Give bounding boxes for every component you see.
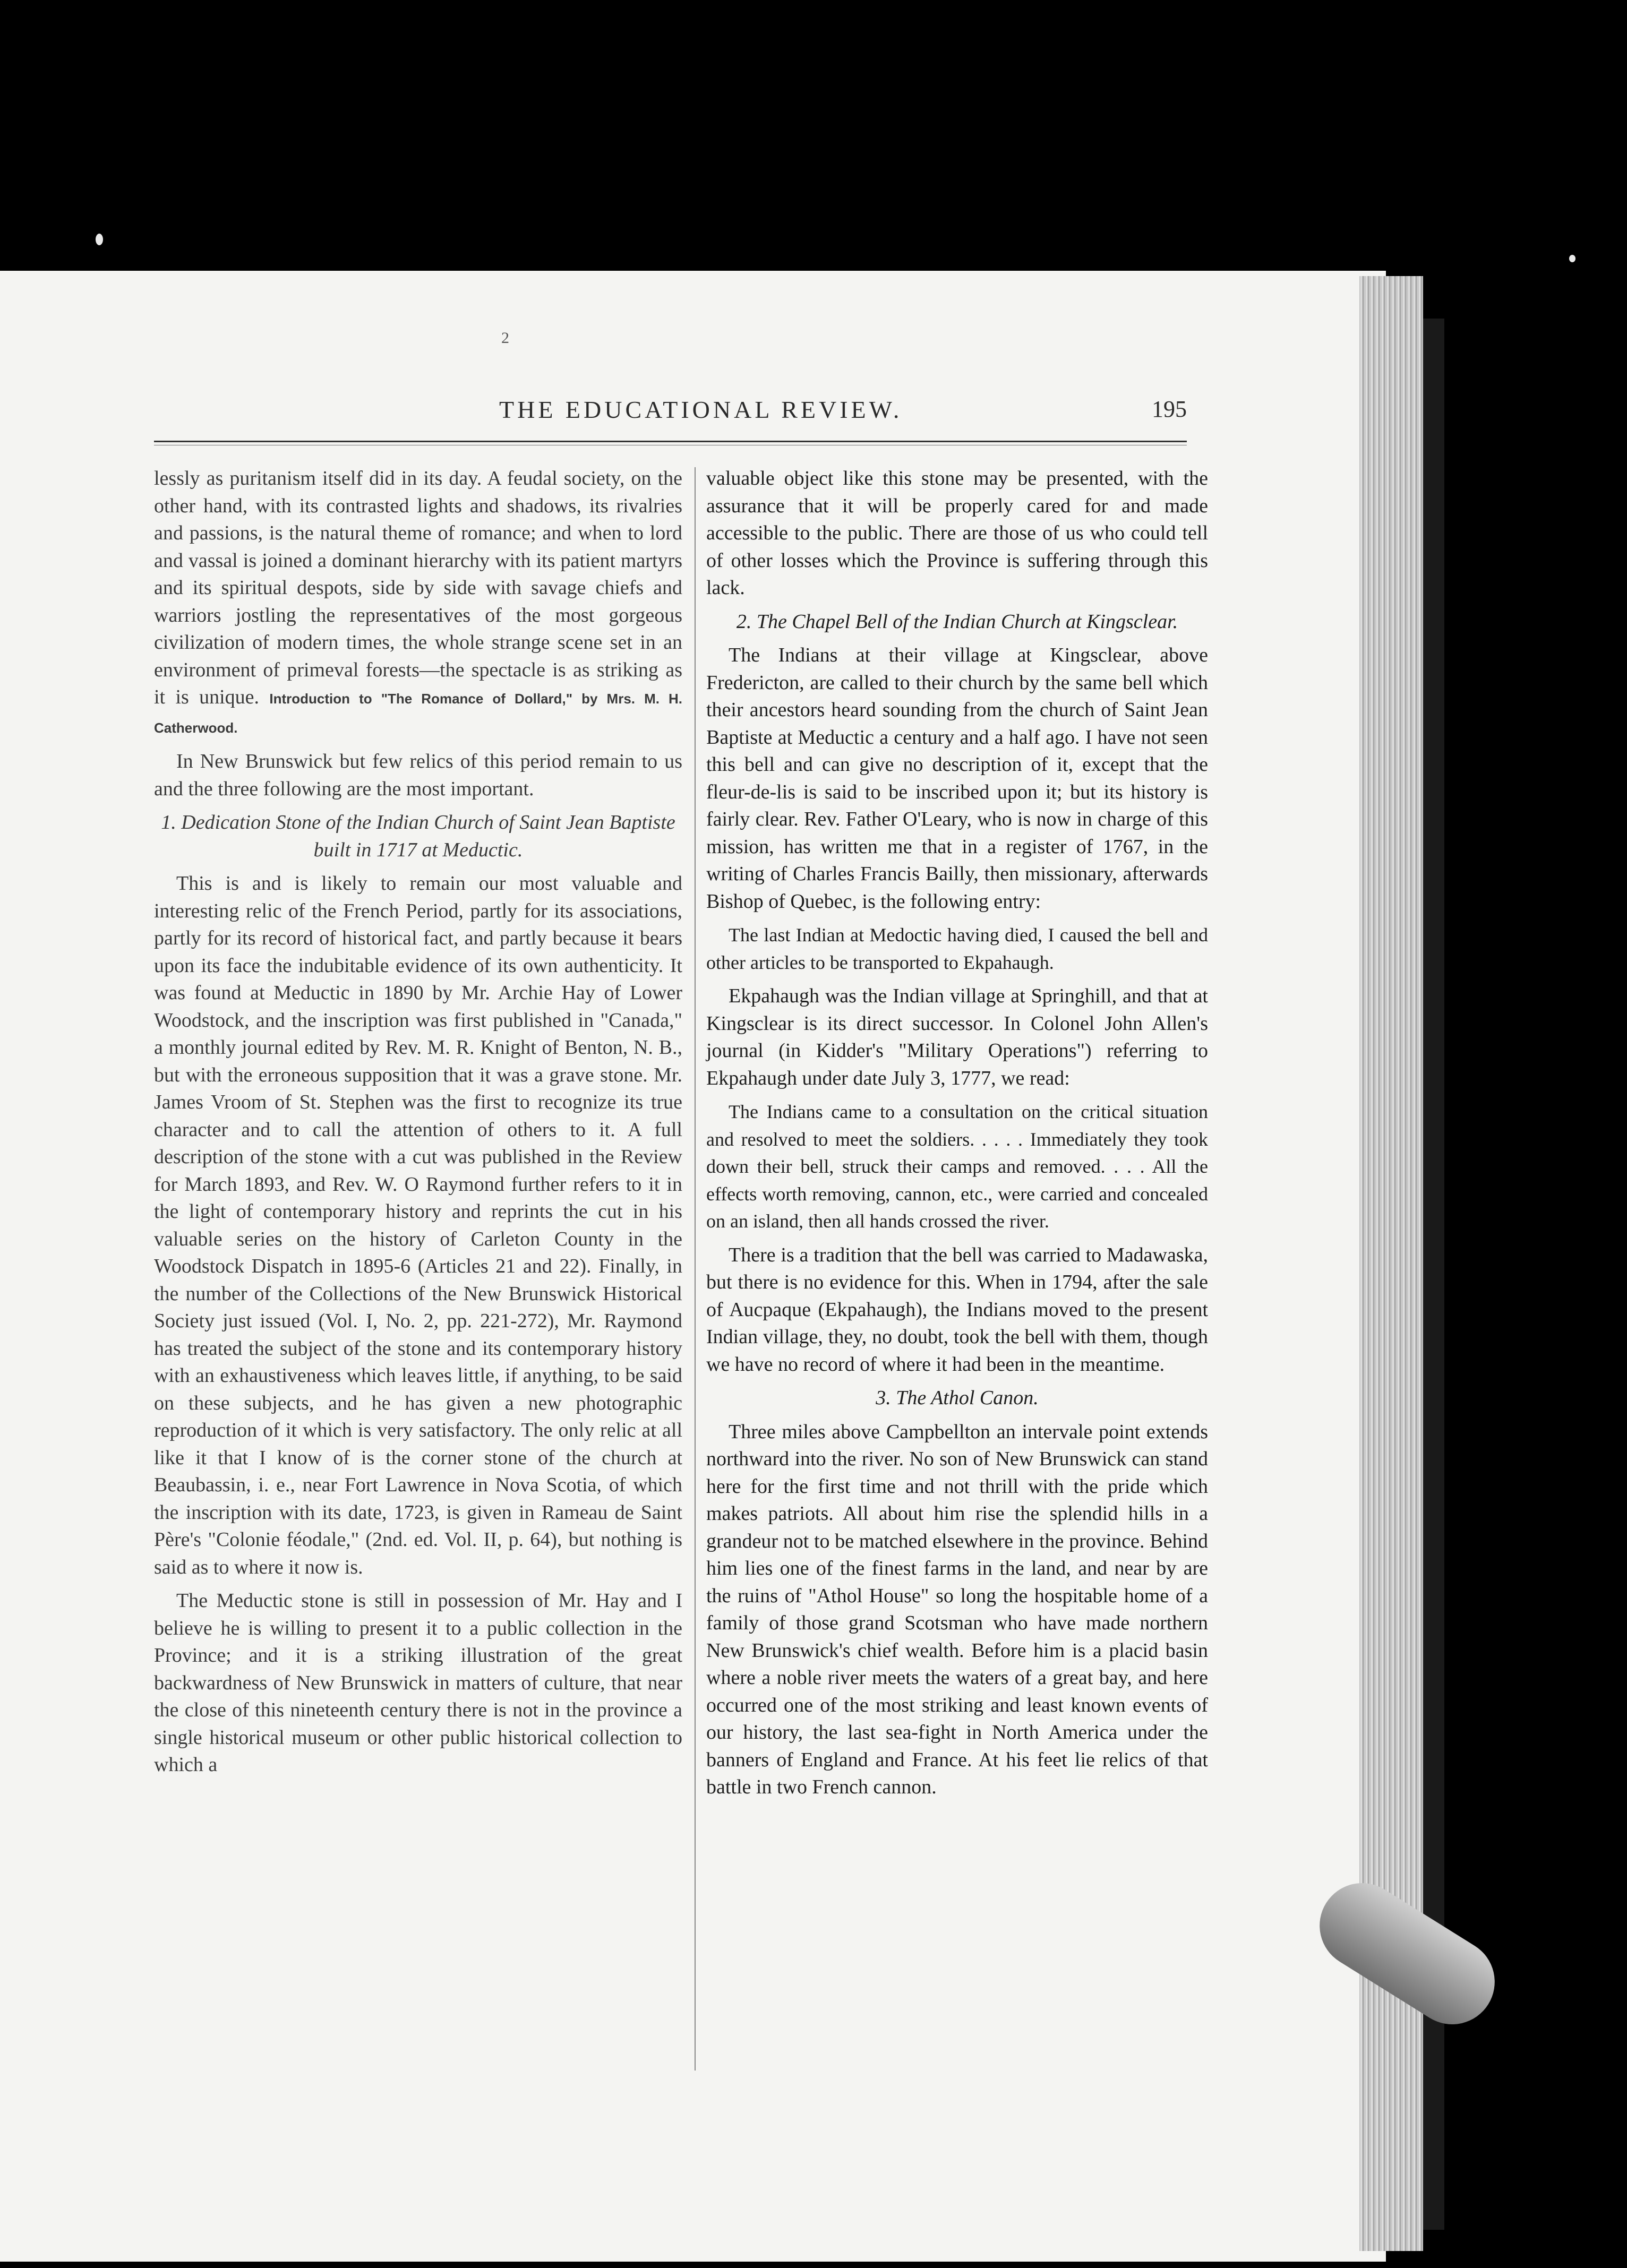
paragraph: In New Brunswick but few relics of this period remain to us and the three following are the most important. xyxy=(154,750,682,800)
block-quote: The last Indian at Medoctic having died, I caused the bell and other articles to be transported to Ekpahaugh. xyxy=(706,924,1208,973)
column-divider xyxy=(695,467,696,2071)
dust-speck xyxy=(96,234,103,245)
section-heading: 3. The Athol Canon. xyxy=(876,1387,1039,1409)
paragraph: The Indians at their village at Kingsclear, above Fredericton, are called to their church by the same bell which their ancestors heard sounding from the church of Saint Jean Baptiste at Meductic a century and a half ago. I have not seen this bell and can give no description of it, except that the fleur-de-lis is said to be inscribed upon it; but its history is fairly clear. Rev. Father O'Leary, who is now in charge of this mission, has written me that in a register of 1767, in the writing of Charles Francis Bailly, then missionary, afterwards Bishop of Quebec, is the following entry: xyxy=(706,644,1208,913)
pencil-mark: 2 xyxy=(501,329,509,347)
block-quote: The Indians came to a consultation on the critical situation and resolved to meet the soldiers. . . . . Immediately they took down their bell, struck their camps and removed. . . . All the effects worth removing, cannon, etc., were carried and concealed on an island, then all hands crossed the river. xyxy=(706,1101,1208,1232)
page-number: 195 xyxy=(1152,396,1187,422)
right-column xyxy=(706,465,1208,1808)
paragraph: valuable object like this stone may be presented, with the assurance that it will be properly cared for and made accessible to the public. There are those of us who could tell of other losses which the Province is suffering through this lack. xyxy=(706,467,1208,599)
source-citation: Introduction to "The Romance of Dollard," by Mrs. M. H. Catherwood. xyxy=(154,691,683,736)
paragraph: lessly as puritanism itself did in its day. A feudal society, on the other hand, with its contrasted lights and shadows, its rivalries and passions, is the natural theme of romance; and when to lord and vassal is joined a dominant hierarchy with its patient martyrs and its spiritual despots, side by side with savage chiefs and warriors jostling the representatives of the most gorgeous civilization of modern times, the whole strange scene set in an environment of primeval forests—the spectacle is as striking as it is unique. Introduction to "The Romance of Dollard," by Mrs. M. H. Catherwood. xyxy=(154,467,683,736)
paragraph: The Meductic stone is still in possession of Mr. Hay and I believe he is willing to present it to a public collection in the Province; and it is a striking illustration of the great backwardness of New Brunswick in matters of culture, that near the close of this nineteenth century there is not in the province a single historical museum or other public historical collection to which a xyxy=(154,1590,682,1776)
dust-speck xyxy=(1569,255,1575,262)
left-column xyxy=(154,465,682,1785)
running-head xyxy=(154,396,1187,427)
paragraph: Three miles above Campbellton an intervale point extends northward into the river. No son of New Brunswick can stand here for the first time and not thrill with the pride which makes patriots. All about him rise the splendid hills in a grandeur not to be matched elsewhere in the province. Behind him lies one of the finest farms in the land, and near by are the ruins of "Athol House" so long the hospitable home of a family of those grand Scotsman who have made northern New Brunswick's chief wealth. Before him is a placid basin where a noble river meets the waters of a great bay, and here occurred one of the most striking and least known events of our history, the last sea-fight in North America under the banners of England and France. At his feet lie relics of that battle in two French cannon. xyxy=(706,1420,1208,1798)
journal-title: THE EDUCATIONAL REVIEW. xyxy=(499,396,903,423)
paragraph: Ekpahaugh was the Indian village at Springhill, and that at Kingsclear is its direct successor. In Colonel John Allen's journal (in Kidder's "Military Operations") referring to Ekpahaugh under date July 3, 1777, we read: xyxy=(706,985,1208,1089)
paragraph: There is a tradition that the bell was carried to Madawaska, but there is no evidence for this. When in 1794, after the sale of Aucpaque (Ekpahaugh), the Indians moved to the present Indian village, they, no doubt, took the bell with them, though we have no record of where it had been in the meantime. xyxy=(706,1243,1208,1376)
section-heading: 1. Dedication Stone of the Indian Church of Saint Jean Baptiste built in 1717 at Meductic. xyxy=(161,811,675,861)
paragraph: This is and is likely to remain our most valuable and interesting relic of the French Period, partly for its associations, partly for its record of historical fact, and partly because it bears upon its face the indubitable evidence of its own authenticity. It was found at Meductic in 1890 by Mr. Archie Hay of Lower Woodstock, and the inscription was first published in "Canada," a monthly journal edited by Rev. M. R. Knight of Benton, N. B., but with the erroneous supposition that it was a grave stone. Mr. James Vroom of St. Stephen was the first to recognize its true character and to call the attention of others to it. A full description of the stone with a cut was published in the Review for March 1893, and Rev. W. O Raymond further refers to it in the light of contemporary history and reprints the cut in his valuable series on the history of Carleton County in the Woodstock Dispatch in 1895-6 (Articles 21 and 22). Finally, in the number of the Collections of the New Brunswick Historical Society just issued (Vol. I, No. 2, pp. 221-272), Mr. Raymond has treated the subject of the stone and its contemporary history with an exhaustiveness which leaves little, if anything, to be said on these subjects, and he has given a new photographic reproduction of it which is very satisfactory. The only relic at all like it that I know of is the corner stone of the church at Beaubassin, i. e., near Fort Lawrence in Nova Scotia, of which the inscription with its date, 1723, is given in Rameau de Saint Père's "Colonie féodale," (2nd. ed. Vol. II, p. 64), but nothing is said as to where it now is. xyxy=(154,872,682,1578)
header-rule xyxy=(154,441,1187,442)
section-heading: 2. The Chapel Bell of the Indian Church at Kingsclear. xyxy=(736,610,1178,633)
